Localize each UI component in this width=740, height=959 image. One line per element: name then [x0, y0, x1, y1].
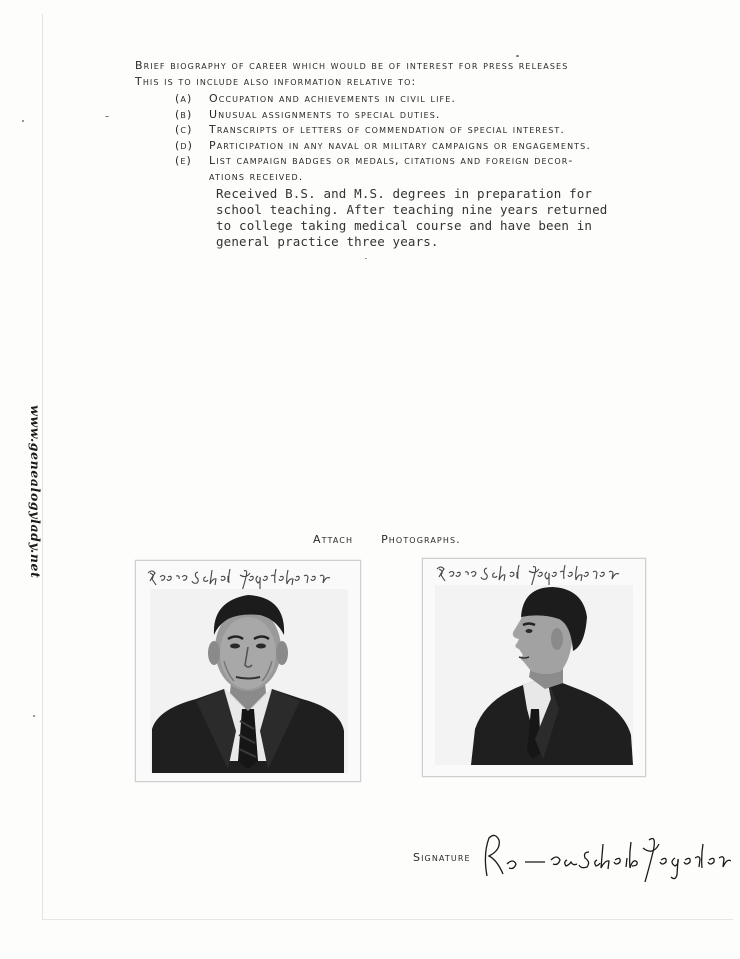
item-letter: (b) — [175, 107, 193, 121]
item-text: List campaign badges or medals, citations and foreign decor- — [209, 154, 574, 168]
item-letter: (e) — [175, 154, 192, 168]
item-letter: (d) — [175, 138, 194, 152]
attach-photographs-label — [313, 533, 461, 546]
form-header — [135, 58, 568, 90]
signature-section — [413, 830, 733, 890]
paper-speck — [22, 120, 24, 122]
instruction-item-c — [175, 122, 591, 138]
item-text: Occupation and achievements in civil life. — [209, 92, 457, 105]
item-text: Unusual assignments to special duties. — [209, 107, 441, 121]
instruction-item-b — [175, 107, 591, 123]
biography-text — [216, 186, 607, 250]
profile-portrait-photo — [422, 558, 646, 777]
attach-word: Attach — [313, 533, 354, 546]
biography-line: Received B.S. and M.S. degrees in preparation for — [216, 186, 593, 201]
instruction-item-e-continuation: ations received. — [209, 169, 304, 183]
instruction-item-e — [175, 153, 591, 169]
item-letter: (c) — [175, 123, 193, 137]
instruction-item-d — [175, 138, 591, 154]
biography-line: to college taking medical course and have been in — [216, 218, 593, 233]
biography-line: school teaching. After teaching nine years returned — [216, 202, 608, 217]
item-text: Transcripts of letters of commendation of special interest. — [209, 123, 566, 137]
instruction-item-a — [175, 91, 591, 107]
profile-portrait-image — [423, 559, 645, 776]
paper-speck — [33, 715, 35, 717]
paper-speck — [516, 55, 519, 57]
paper-speck — [365, 258, 367, 259]
handwritten-signature — [481, 830, 731, 888]
instruction-list — [175, 91, 591, 185]
signature-label: Signature — [413, 851, 471, 864]
biography-line: general practice three years. — [216, 234, 439, 249]
watermark: www.genealogylady.net — [28, 405, 43, 579]
header-line-2: This is to include also information relative to: — [135, 75, 417, 88]
header-line-1: Brief biography of career which would be of interest for press releases — [135, 59, 569, 72]
photographs-word: Photographs. — [381, 533, 461, 546]
item-letter: (a) — [175, 92, 193, 105]
paper-speck — [105, 116, 109, 117]
front-portrait-photo — [135, 560, 361, 782]
item-text: Participation in any naval or military campaigns or engagements. — [209, 138, 591, 152]
front-portrait-image — [136, 561, 360, 781]
